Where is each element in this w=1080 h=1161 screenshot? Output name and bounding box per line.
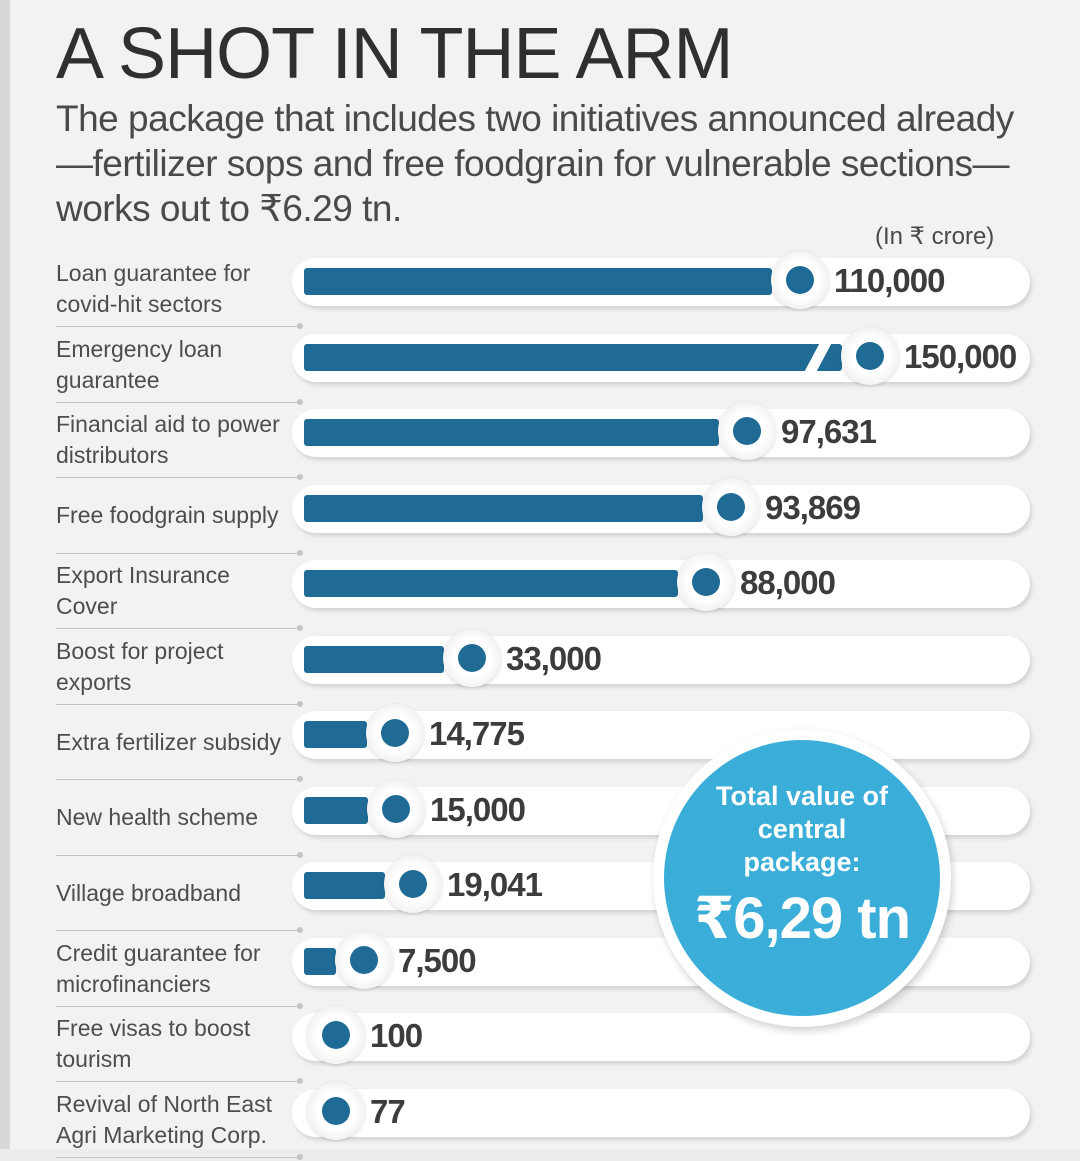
row-divider-dot (297, 1078, 303, 1084)
bar-end-marker (384, 855, 442, 913)
total-label: Total value of central package: (715, 781, 889, 877)
row-divider-dot (297, 1003, 303, 1009)
data-label: 77 (370, 1092, 405, 1130)
data-label: 33,000 (506, 639, 601, 677)
category-label: Credit guarantee for microfinanciers (56, 939, 261, 997)
bar (304, 646, 444, 673)
row-divider-dot (297, 474, 303, 480)
bar-end-marker (702, 478, 760, 536)
row-divider-dot (297, 625, 303, 631)
data-label: 150,000 (904, 337, 1017, 375)
row-divider (56, 326, 300, 327)
category-label: Emergency loan guarantee (56, 335, 223, 393)
bar-row (0, 254, 1080, 330)
data-label: 7,500 (398, 941, 476, 979)
row-divider (56, 477, 300, 478)
bar-row (0, 481, 1080, 557)
bar-end-marker (677, 553, 735, 611)
data-label: 19,041 (447, 866, 542, 903)
bar-end-marker (841, 327, 899, 385)
bar-row (0, 1009, 1080, 1085)
bar-row (0, 330, 1080, 406)
bar-end-marker (307, 1006, 365, 1064)
bar-end-dot (350, 946, 378, 974)
row-divider (56, 855, 300, 856)
bar-end-dot (322, 1097, 350, 1125)
data-label: 97,631 (781, 413, 876, 450)
row-divider (56, 1157, 300, 1158)
category-label: Financial aid to power distributors (56, 411, 280, 468)
row-divider (56, 553, 300, 554)
bar-end-marker (366, 704, 424, 762)
row-divider (56, 1081, 300, 1082)
bar-end-dot (733, 417, 761, 445)
row-divider (56, 704, 300, 705)
row-divider-dot (297, 776, 303, 782)
bar (304, 872, 385, 899)
category-label: Loan guarantee for covid-hit sectors (56, 260, 251, 317)
bar (304, 948, 336, 975)
bar (304, 797, 368, 824)
bar-end-dot (381, 719, 409, 747)
category-label: Export Insurance Cover (56, 562, 230, 619)
bar (304, 419, 719, 446)
chart-subtitle: The package that includes two initiatives announced already—fertilizer sops and free foodgrain for vulnerable sections—works out to ₹6.29 tn. (56, 98, 1014, 229)
total-value: ₹6,29 tn (693, 886, 911, 951)
bar-end-dot (786, 266, 814, 294)
row-divider (56, 402, 300, 403)
bar-row (0, 405, 1080, 481)
row-divider (56, 1006, 300, 1007)
bar (304, 721, 367, 748)
bar-end-marker (443, 629, 501, 687)
data-label: 100 (370, 1017, 423, 1054)
row-divider (56, 628, 300, 629)
bar-row (0, 707, 1080, 783)
data-label: 88,000 (740, 564, 835, 601)
chart-title: A SHOT IN THE ARM (56, 14, 733, 94)
row-divider (56, 779, 300, 780)
category-label: Free visas to boost tourism (56, 1015, 251, 1072)
data-label: 15,000 (430, 790, 525, 828)
bar-end-dot (322, 1021, 350, 1049)
total-bubble (653, 729, 951, 1027)
bar (304, 495, 703, 522)
row-divider-dot (297, 399, 303, 405)
bar-row (0, 556, 1080, 632)
bar-end-dot (382, 795, 410, 823)
data-label: 93,869 (765, 488, 860, 526)
row-divider-dot (297, 927, 303, 933)
category-label: Free foodgrain supply (56, 502, 279, 528)
total-bubble-inner (664, 740, 940, 1016)
row-divider-dot (297, 323, 303, 329)
bar (304, 268, 772, 295)
bar-end-marker (335, 931, 393, 989)
data-label: 110,000 (834, 262, 945, 299)
row-divider-dot (297, 1154, 303, 1160)
bar-end-marker (307, 1082, 365, 1140)
category-label: Extra fertilizer subsidy (56, 728, 281, 755)
bar-end-marker (718, 402, 776, 460)
bar-end-dot (717, 493, 745, 521)
category-label: Village broadband (56, 879, 242, 906)
bar-end-dot (856, 342, 884, 370)
category-label: Revival of North East Agri Marketing Corp. (56, 1090, 273, 1148)
bar (304, 570, 678, 597)
bar-end-dot (458, 644, 486, 672)
data-label: 14,775 (429, 715, 524, 752)
bar-end-marker (367, 780, 425, 838)
bar-end-marker (771, 251, 829, 309)
row-divider-dot (297, 550, 303, 556)
row-divider (56, 930, 300, 931)
category-label: New health scheme (56, 804, 258, 830)
bar (304, 344, 842, 371)
category-label: Boost for project exports (56, 637, 224, 695)
bar-row (0, 1085, 1080, 1161)
bar-end-dot (692, 568, 720, 596)
row-divider-dot (297, 852, 303, 858)
row-divider-dot (297, 701, 303, 707)
unit-note: (In ₹ crore) (875, 223, 995, 250)
bar-row (0, 632, 1080, 708)
bar-end-dot (399, 870, 427, 898)
